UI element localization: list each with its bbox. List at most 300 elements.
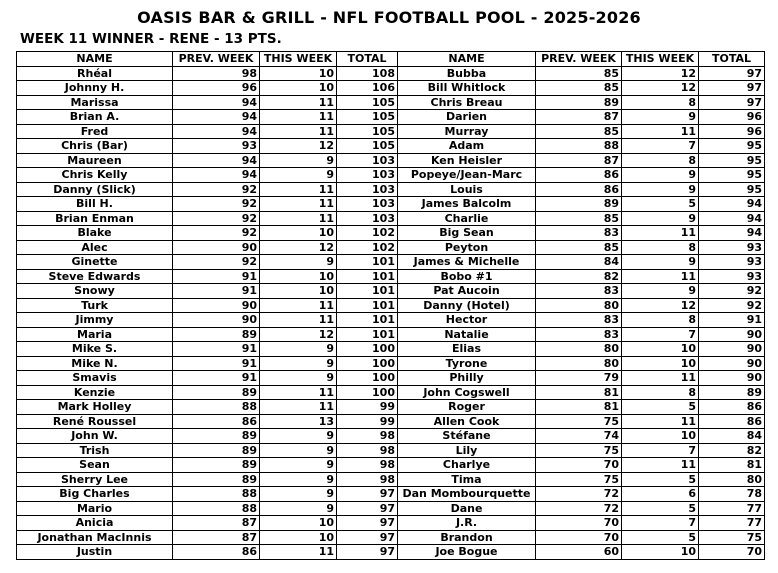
total-cell: 95 [699,182,765,197]
total-cell: 98 [337,458,398,473]
prev-week-cell: 91 [173,342,260,357]
this-week-cell: 5 [622,472,699,487]
table-row [17,371,765,386]
prev-week-cell: 92 [173,255,260,270]
total-cell: 98 [337,472,398,487]
table-row [17,211,765,226]
player-name-cell: Dan Mombourquette [398,487,536,502]
total-cell: 103 [337,153,398,168]
total-cell: 105 [337,124,398,139]
prev-week-cell: 79 [536,371,622,386]
table-row [17,255,765,270]
col-header-this-week-left: THIS WEEK [260,52,337,67]
total-cell: 102 [337,240,398,255]
table-row [17,472,765,487]
total-cell: 101 [337,284,398,299]
player-name-cell: Roger [398,400,536,415]
prev-week-cell: 91 [173,269,260,284]
prev-week-cell: 88 [173,487,260,502]
prev-week-cell: 86 [173,545,260,560]
total-cell: 84 [699,429,765,444]
total-cell: 92 [699,284,765,299]
prev-week-cell: 91 [173,356,260,371]
player-name-cell: Sherry Lee [17,472,173,487]
total-cell: 94 [699,226,765,241]
total-cell: 100 [337,385,398,400]
table-row [17,414,765,429]
prev-week-cell: 72 [536,487,622,502]
table-row [17,342,765,357]
this-week-cell: 9 [260,356,337,371]
prev-week-cell: 81 [536,400,622,415]
total-cell: 103 [337,182,398,197]
total-cell: 70 [699,545,765,560]
table-row [17,240,765,255]
table-row [17,66,765,81]
prev-week-cell: 88 [173,501,260,516]
player-name-cell: Maureen [17,153,173,168]
col-header-prev-week-left: PREV. WEEK [173,52,260,67]
prev-week-cell: 85 [536,81,622,96]
prev-week-cell: 94 [173,124,260,139]
header-row [17,52,765,67]
player-name-cell: Jimmy [17,313,173,328]
player-name-cell: Alec [17,240,173,255]
table-row [17,284,765,299]
this-week-cell: 9 [260,342,337,357]
prev-week-cell: 85 [536,211,622,226]
player-name-cell: Marissa [17,95,173,110]
this-week-cell: 8 [622,313,699,328]
this-week-cell: 9 [260,429,337,444]
player-name-cell: Brian Enman [17,211,173,226]
table-row [17,516,765,531]
player-name-cell: Pat Aucoin [398,284,536,299]
player-name-cell: Louis [398,182,536,197]
prev-week-cell: 88 [173,400,260,415]
this-week-cell: 7 [622,139,699,154]
this-week-cell: 10 [260,269,337,284]
player-name-cell: Bobo #1 [398,269,536,284]
table-row [17,545,765,560]
this-week-cell: 11 [260,385,337,400]
this-week-cell: 9 [260,458,337,473]
player-name-cell: Chris Kelly [17,168,173,183]
total-cell: 90 [699,371,765,386]
total-cell: 95 [699,139,765,154]
player-name-cell: Ken Heisler [398,153,536,168]
table-row [17,400,765,415]
prev-week-cell: 89 [536,95,622,110]
player-name-cell: Brandon [398,530,536,545]
player-name-cell: Mario [17,501,173,516]
prev-week-cell: 85 [536,66,622,81]
player-name-cell: Murray [398,124,536,139]
player-name-cell: Tyrone [398,356,536,371]
prev-week-cell: 89 [173,327,260,342]
player-name-cell: Mark Holley [17,400,173,415]
prev-week-cell: 70 [536,516,622,531]
prev-week-cell: 72 [536,501,622,516]
this-week-cell: 10 [260,81,337,96]
total-cell: 106 [337,81,398,96]
total-cell: 99 [337,414,398,429]
player-name-cell: Fred [17,124,173,139]
table-row [17,313,765,328]
this-week-cell: 9 [260,443,337,458]
player-name-cell: Stéfane [398,429,536,444]
player-name-cell: Mike N. [17,356,173,371]
prev-week-cell: 90 [173,313,260,328]
this-week-cell: 11 [622,124,699,139]
prev-week-cell: 89 [173,429,260,444]
prev-week-cell: 92 [173,182,260,197]
prev-week-cell: 83 [536,327,622,342]
table-row [17,81,765,96]
this-week-cell: 9 [260,153,337,168]
total-cell: 97 [699,66,765,81]
this-week-cell: 10 [260,66,337,81]
total-cell: 80 [699,472,765,487]
player-name-cell: Hector [398,313,536,328]
table-row [17,429,765,444]
player-name-cell: Big Sean [398,226,536,241]
prev-week-cell: 91 [173,371,260,386]
table-row [17,327,765,342]
total-cell: 78 [699,487,765,502]
table-row [17,182,765,197]
total-cell: 90 [699,342,765,357]
total-cell: 92 [699,298,765,313]
this-week-cell: 5 [622,197,699,212]
this-week-cell: 10 [260,530,337,545]
player-name-cell: James Balcolm [398,197,536,212]
col-header-name-right: NAME [398,52,536,67]
this-week-cell: 8 [622,240,699,255]
table-row [17,95,765,110]
prev-week-cell: 84 [536,255,622,270]
player-name-cell: Smavis [17,371,173,386]
this-week-cell: 9 [260,487,337,502]
table-row [17,110,765,125]
player-name-cell: Bill Whitlock [398,81,536,96]
total-cell: 95 [699,153,765,168]
table-row [17,501,765,516]
total-cell: 105 [337,139,398,154]
this-week-cell: 10 [260,516,337,531]
total-cell: 103 [337,168,398,183]
player-name-cell: Bill H. [17,197,173,212]
prev-week-cell: 89 [173,385,260,400]
total-cell: 98 [337,443,398,458]
prev-week-cell: 87 [173,530,260,545]
prev-week-cell: 75 [536,414,622,429]
table-row [17,153,765,168]
player-name-cell: Peyton [398,240,536,255]
this-week-cell: 9 [622,255,699,270]
prev-week-cell: 90 [173,298,260,313]
this-week-cell: 11 [622,269,699,284]
total-cell: 97 [337,516,398,531]
this-week-cell: 7 [622,443,699,458]
this-week-cell: 7 [622,327,699,342]
this-week-cell: 8 [622,95,699,110]
this-week-cell: 9 [622,168,699,183]
prev-week-cell: 94 [173,168,260,183]
prev-week-cell: 80 [536,356,622,371]
player-name-cell: Chris Breau [398,95,536,110]
this-week-cell: 11 [260,124,337,139]
this-week-cell: 8 [622,153,699,168]
prev-week-cell: 85 [536,124,622,139]
total-cell: 94 [699,197,765,212]
table-row [17,443,765,458]
this-week-cell: 5 [622,501,699,516]
table-row [17,124,765,139]
prev-week-cell: 91 [173,284,260,299]
player-name-cell: Sean [17,458,173,473]
player-name-cell: Elias [398,342,536,357]
table-row [17,530,765,545]
total-cell: 101 [337,327,398,342]
this-week-cell: 12 [622,298,699,313]
player-name-cell: Danny (Slick) [17,182,173,197]
prev-week-cell: 92 [173,211,260,226]
player-name-cell: Allen Cook [398,414,536,429]
total-cell: 108 [337,66,398,81]
prev-week-cell: 86 [536,168,622,183]
player-name-cell: John W. [17,429,173,444]
total-cell: 105 [337,95,398,110]
total-cell: 101 [337,255,398,270]
col-header-prev-week-right: PREV. WEEK [536,52,622,67]
prev-week-cell: 87 [536,110,622,125]
table-row [17,356,765,371]
prev-week-cell: 60 [536,545,622,560]
this-week-cell: 11 [622,371,699,386]
player-name-cell: Lily [398,443,536,458]
this-week-cell: 10 [622,356,699,371]
table-row [17,139,765,154]
col-header-name-left: NAME [17,52,173,67]
player-name-cell: Popeye/Jean-Marc [398,168,536,183]
total-cell: 97 [699,81,765,96]
this-week-cell: 5 [622,400,699,415]
prev-week-cell: 93 [173,139,260,154]
player-name-cell: Philly [398,371,536,386]
total-cell: 96 [699,124,765,139]
total-cell: 96 [699,110,765,125]
player-name-cell: René Roussel [17,414,173,429]
player-name-cell: Adam [398,139,536,154]
this-week-cell: 11 [260,197,337,212]
player-name-cell: Brian A. [17,110,173,125]
total-cell: 99 [337,400,398,415]
player-name-cell: Anicia [17,516,173,531]
table-row [17,226,765,241]
player-name-cell: J.R. [398,516,536,531]
prev-week-cell: 75 [536,472,622,487]
this-week-cell: 8 [622,385,699,400]
this-week-cell: 11 [260,110,337,125]
prev-week-cell: 83 [536,226,622,241]
table-row [17,487,765,502]
total-cell: 101 [337,313,398,328]
total-cell: 93 [699,240,765,255]
this-week-cell: 12 [260,240,337,255]
prev-week-cell: 70 [536,530,622,545]
prev-week-cell: 98 [173,66,260,81]
prev-week-cell: 80 [536,342,622,357]
this-week-cell: 13 [260,414,337,429]
total-cell: 81 [699,458,765,473]
total-cell: 101 [337,269,398,284]
total-cell: 77 [699,516,765,531]
prev-week-cell: 87 [536,153,622,168]
prev-week-cell: 94 [173,95,260,110]
this-week-cell: 9 [260,501,337,516]
player-name-cell: Big Charles [17,487,173,502]
player-name-cell: Johnny H. [17,81,173,96]
player-name-cell: Danny (Hotel) [398,298,536,313]
week-winner-subtitle: WEEK 11 WINNER - RENE - 13 PTS. [20,31,282,47]
prev-week-cell: 92 [173,197,260,212]
player-name-cell: Trish [17,443,173,458]
total-cell: 89 [699,385,765,400]
player-name-cell: James & Michelle [398,255,536,270]
player-name-cell: Snowy [17,284,173,299]
prev-week-cell: 83 [536,284,622,299]
this-week-cell: 11 [260,400,337,415]
total-cell: 93 [699,269,765,284]
this-week-cell: 9 [622,182,699,197]
total-cell: 100 [337,356,398,371]
prev-week-cell: 87 [173,516,260,531]
standings-table [16,51,765,560]
total-cell: 95 [699,168,765,183]
prev-week-cell: 85 [536,240,622,255]
total-cell: 90 [699,327,765,342]
this-week-cell: 11 [622,226,699,241]
this-week-cell: 9 [622,211,699,226]
prev-week-cell: 81 [536,385,622,400]
prev-week-cell: 96 [173,81,260,96]
prev-week-cell: 92 [173,226,260,241]
total-cell: 100 [337,371,398,386]
total-cell: 97 [699,95,765,110]
prev-week-cell: 89 [536,197,622,212]
this-week-cell: 10 [260,284,337,299]
total-cell: 100 [337,342,398,357]
total-cell: 97 [337,501,398,516]
this-week-cell: 12 [622,66,699,81]
prev-week-cell: 89 [173,472,260,487]
this-week-cell: 10 [622,342,699,357]
prev-week-cell: 86 [536,182,622,197]
player-name-cell: Bubba [398,66,536,81]
total-cell: 98 [337,429,398,444]
prev-week-cell: 70 [536,458,622,473]
prev-week-cell: 94 [173,110,260,125]
prev-week-cell: 86 [173,414,260,429]
total-cell: 94 [699,211,765,226]
this-week-cell: 11 [260,298,337,313]
player-name-cell: Rhéal [17,66,173,81]
this-week-cell: 7 [622,516,699,531]
this-week-cell: 11 [260,545,337,560]
this-week-cell: 11 [260,95,337,110]
total-cell: 91 [699,313,765,328]
this-week-cell: 9 [622,110,699,125]
total-cell: 90 [699,356,765,371]
total-cell: 105 [337,110,398,125]
this-week-cell: 9 [260,371,337,386]
player-name-cell: Justin [17,545,173,560]
this-week-cell: 12 [622,81,699,96]
this-week-cell: 11 [260,211,337,226]
col-header-this-week-right: THIS WEEK [622,52,699,67]
table-row [17,269,765,284]
prev-week-cell: 88 [536,139,622,154]
table-row [17,197,765,212]
player-name-cell: Darien [398,110,536,125]
player-name-cell: Ginette [17,255,173,270]
this-week-cell: 5 [622,530,699,545]
this-week-cell: 12 [260,139,337,154]
player-name-cell: Mike S. [17,342,173,357]
player-name-cell: Charlye [398,458,536,473]
page-title: OASIS BAR & GRILL - NFL FOOTBALL POOL - 2025-2026 [137,8,641,27]
player-name-cell: John Cogswell [398,385,536,400]
this-week-cell: 6 [622,487,699,502]
prev-week-cell: 89 [173,443,260,458]
player-name-cell: Joe Bogue [398,545,536,560]
table-row [17,168,765,183]
prev-week-cell: 89 [173,458,260,473]
table-row [17,298,765,313]
total-cell: 97 [337,487,398,502]
player-name-cell: Jonathan MacInnis [17,530,173,545]
total-cell: 102 [337,226,398,241]
total-cell: 86 [699,400,765,415]
total-cell: 103 [337,211,398,226]
prev-week-cell: 90 [173,240,260,255]
this-week-cell: 9 [260,168,337,183]
player-name-cell: Chris (Bar) [17,139,173,154]
player-name-cell: Maria [17,327,173,342]
total-cell: 82 [699,443,765,458]
this-week-cell: 12 [260,327,337,342]
total-cell: 75 [699,530,765,545]
this-week-cell: 11 [622,458,699,473]
prev-week-cell: 80 [536,298,622,313]
player-name-cell: Natalie [398,327,536,342]
this-week-cell: 9 [260,472,337,487]
player-name-cell: Dane [398,501,536,516]
total-cell: 97 [337,545,398,560]
prev-week-cell: 94 [173,153,260,168]
total-cell: 101 [337,298,398,313]
total-cell: 93 [699,255,765,270]
player-name-cell: Charlie [398,211,536,226]
table-row [17,385,765,400]
total-cell: 86 [699,414,765,429]
prev-week-cell: 82 [536,269,622,284]
player-name-cell: Turk [17,298,173,313]
this-week-cell: 10 [622,429,699,444]
total-cell: 103 [337,197,398,212]
prev-week-cell: 83 [536,313,622,328]
